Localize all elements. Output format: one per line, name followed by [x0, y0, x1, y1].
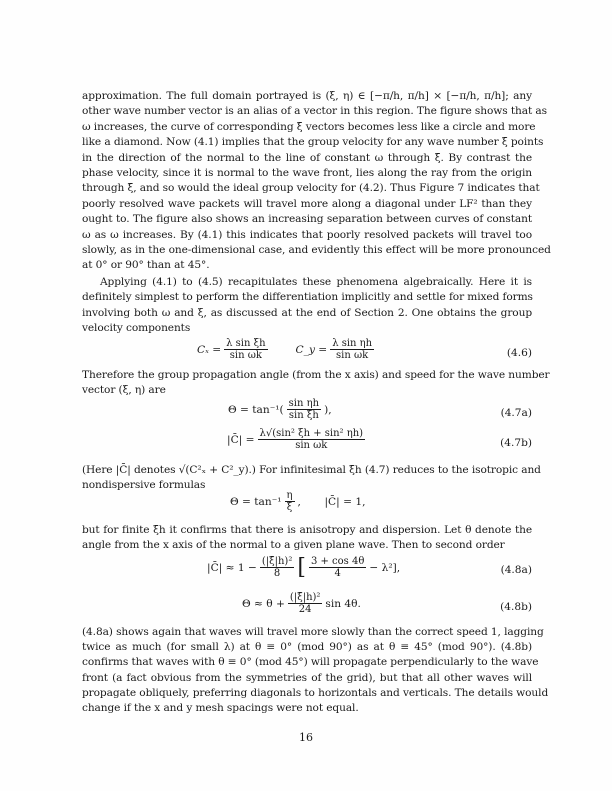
eq-denominator: sin ξh: [288, 410, 319, 421]
text-line: through ξ̄, and so would the ideal group velocity for (4.2). Thus Figure 7 indicates that: [82, 182, 540, 195]
eq-rhs: − λ²],: [369, 561, 401, 574]
eq-bracket: [: [297, 555, 306, 580]
equation-4-6: [82, 338, 532, 368]
eq-denominator: ξ: [286, 502, 293, 513]
eq-denominator: 8: [273, 568, 281, 579]
equation-4-7b: [82, 428, 532, 458]
eq-numerator: λ sin ξh: [226, 338, 266, 349]
eq-numerator: (|ξ̄|h)²: [289, 592, 321, 603]
equation-4-8a: [82, 555, 532, 585]
text-line: vector (ξ, η) are: [82, 383, 166, 396]
eq-numerator: η: [286, 490, 293, 501]
eq-lhs: |C̄| ≈ 1 −: [207, 561, 257, 574]
text-line: at 0° or 90° than at 45°.: [82, 259, 210, 272]
eq-numerator: λ√(sin² ξh + sin² ηh): [259, 428, 364, 439]
text-line: propagate obliquely, preferring diagonals to horizontals and verticals. The details would: [82, 686, 549, 699]
text-line: approximation. The full domain portrayed is (ξ, η) ∈ [−π/h, π/h] × [−π/h, π/h]; any: [82, 90, 532, 102]
text-line: ω increases, the curve of corresponding ξ̄ vectors becomes less like a circle and more: [82, 120, 536, 133]
eq-lhs: |C̄| =: [227, 433, 255, 446]
text-line: involving both ω and ξ, as discussed at the end of Section 2. One obtains the group: [82, 306, 532, 319]
text-line: angle from the x axis of the normal to a given plane wave. Then to second order: [82, 538, 505, 551]
text-line: phase velocity, since it is normal to the wave front, lies along the ray from the origin: [82, 167, 532, 179]
eq-denominator: 4: [334, 568, 341, 579]
eq-lhs: Cₓ =: [197, 343, 222, 356]
eq-denominator: sin ωk: [295, 440, 328, 451]
text-line: nondispersive formulas: [82, 478, 206, 491]
text-line: definitely simplest to perform the differentiation implicitly and settle for mixed forms: [82, 291, 533, 304]
text-line: twice as much (for small λ) at θ ≡ 0° (mod 90°) as at θ ≡ 45° (mod 90°). (4.8b): [82, 641, 532, 654]
eq-numerator: λ sin ηh: [332, 338, 373, 349]
text-line: velocity components: [82, 322, 191, 335]
text-line: ω as ω increases. By (4.1) this indicates that poorly resolved packets will travel too: [82, 228, 532, 241]
text-line: poorly resolved wave packets will travel more along a diagonal under LF² than they: [82, 197, 532, 210]
text-line: change if the x and y mesh spacings were not equal.: [82, 702, 359, 714]
text-line: ought to. The figure also shows an increasing separation between curves of constant: [82, 213, 532, 226]
page-number: 16: [299, 731, 313, 744]
eq-numerator: (|ξ̄|h)²: [261, 556, 293, 567]
text-line: in the direction of the normal to the line of constant ω through ξ̄. By contrast the: [82, 151, 532, 164]
equation-isotropic: [82, 490, 532, 520]
equation-number: (4.7a): [500, 407, 532, 419]
text-line: slowly, as in the one-dimensional case, and evidently this effect will be more pronounced: [82, 244, 551, 256]
equation-4-8b: [82, 592, 532, 622]
eq-numerator: 3 + cos 4θ: [310, 556, 365, 567]
equation-number: (4.8a): [500, 564, 532, 576]
equation-number: (4.6): [506, 347, 532, 359]
text-line: other wave number vector is an alias of a vector in this region. The figure shows that as: [82, 105, 547, 118]
equation-number: (4.7b): [500, 437, 532, 449]
text-line: but for finite ξ̄h it confirms that there is anisotropy and dispersion. Let θ denote the: [82, 524, 532, 536]
eq-lhs: Θ ≈ θ +: [242, 597, 285, 610]
text-line: (Here |C̄| denotes √(C²ₓ + C²_y).) For infinitesimal ξ̄h (4.7) reduces to the isotropic and: [82, 464, 541, 476]
equation-number: (4.8b): [500, 601, 532, 613]
text-line: like a diamond. Now (4.1) implies that the group velocity for any wave number ξ̄ points: [82, 136, 544, 149]
text-line: Applying (4.1) to (4.5) recapitulates these phenomena algebraically. Here it is: [100, 276, 532, 288]
text-line: front (a fact obvious from the symmetries of the grid), but that all other waves will: [82, 671, 532, 684]
eq-lhs: Θ = tan⁻¹(: [228, 403, 284, 416]
eq-numerator: sin ηh: [288, 398, 320, 409]
eq-rhs: ),: [324, 403, 332, 416]
eq-rhs: sin 4θ.: [325, 597, 361, 610]
eq-denominator: 24: [298, 604, 312, 615]
eq-denominator: sin ωk: [336, 350, 369, 361]
equation-4-7a: [82, 398, 532, 428]
eq-lhs: Θ = tan⁻¹: [230, 495, 282, 508]
text-line: confirms that waves with θ ≡ 0° (mod 45°) will propagate perpendicularly to the wave: [82, 656, 539, 669]
text-line: Therefore the group propagation angle (from the x axis) and speed for the wave number: [82, 369, 550, 381]
eq-denominator: sin ωk: [229, 350, 262, 361]
eq-rhs: , |C̄| = 1,: [297, 495, 366, 508]
text-line: (4.8a) shows again that waves will travel more slowly than the correct speed 1, lagging: [82, 626, 544, 638]
eq-lhs: C_y =: [295, 343, 328, 356]
